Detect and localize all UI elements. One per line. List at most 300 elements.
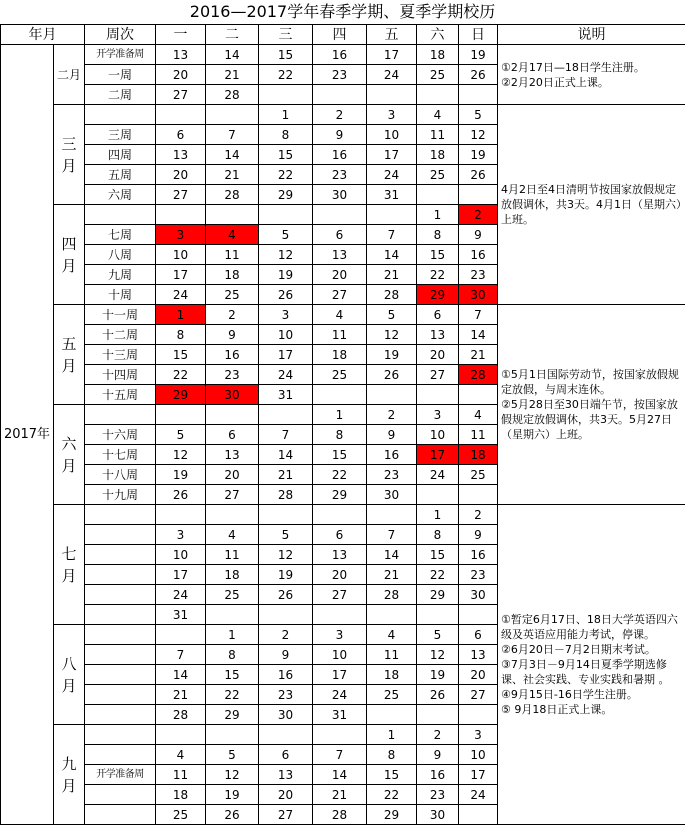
day-cell: 21 — [156, 685, 206, 705]
day-cell — [156, 725, 206, 745]
day-cell — [367, 85, 417, 105]
day-cell: 26 — [156, 485, 206, 505]
holiday-day-cell: 3 — [156, 225, 206, 245]
day-cell: 9 — [459, 525, 498, 545]
week-cell — [85, 205, 156, 225]
day-cell: 22 — [156, 365, 206, 385]
day-cell: 21 — [459, 345, 498, 365]
day-cell: 15 — [417, 245, 459, 265]
week-cell: 十八周 — [85, 465, 156, 485]
day-cell: 21 — [259, 465, 313, 485]
day-cell: 3 — [259, 305, 313, 325]
day-cell: 9 — [459, 225, 498, 245]
month-cell: 四 月 — [54, 205, 85, 305]
day-cell — [313, 725, 367, 745]
day-cell: 29 — [313, 485, 367, 505]
week-cell: 七周 — [85, 225, 156, 245]
day-cell: 14 — [259, 445, 313, 465]
day-cell: 31 — [259, 385, 313, 405]
day-header-mon: 一 — [156, 25, 206, 45]
day-cell — [156, 405, 206, 425]
day-cell: 7 — [459, 305, 498, 325]
week-cell — [85, 725, 156, 745]
day-cell: 14 — [459, 325, 498, 345]
day-cell: 25 — [156, 805, 206, 825]
day-cell — [367, 205, 417, 225]
note-line: ②6月20日－7月2日期末考试。 — [501, 642, 683, 657]
note-line: ②2月20日正式上课。 — [501, 75, 683, 90]
day-cell: 2 — [259, 625, 313, 645]
day-cell: 13 — [206, 445, 259, 465]
day-cell: 30 — [459, 585, 498, 605]
day-cell: 4 — [459, 405, 498, 425]
week-cell — [85, 605, 156, 625]
day-cell: 16 — [417, 765, 459, 785]
day-cell: 27 — [459, 685, 498, 705]
day-cell: 25 — [417, 165, 459, 185]
day-cell: 11 — [206, 545, 259, 565]
day-cell: 26 — [259, 285, 313, 305]
day-cell: 15 — [206, 665, 259, 685]
day-cell: 6 — [156, 125, 206, 145]
day-cell — [259, 85, 313, 105]
day-cell: 1 — [313, 405, 367, 425]
day-cell: 6 — [259, 745, 313, 765]
day-cell: 15 — [313, 445, 367, 465]
notes-header: 说明 — [498, 25, 685, 45]
day-cell: 22 — [206, 685, 259, 705]
day-cell: 19 — [459, 145, 498, 165]
calendar-row — [1, 505, 685, 525]
day-cell — [259, 725, 313, 745]
day-cell: 14 — [313, 765, 367, 785]
day-cell — [417, 605, 459, 625]
week-cell — [85, 705, 156, 725]
calendar-row — [1, 305, 685, 325]
day-cell — [459, 805, 498, 825]
day-cell: 13 — [313, 245, 367, 265]
day-cell: 9 — [206, 325, 259, 345]
week-cell — [85, 645, 156, 665]
week-cell: 开学准备周 — [85, 765, 156, 785]
holiday-day-cell: 2 — [459, 205, 498, 225]
day-cell — [313, 605, 367, 625]
week-cell: 十一周 — [85, 305, 156, 325]
calendar-row — [1, 105, 685, 125]
day-cell: 20 — [206, 465, 259, 485]
day-cell: 3 — [156, 525, 206, 545]
month-cell: 二月 — [54, 45, 85, 105]
day-cell: 20 — [417, 345, 459, 365]
day-cell: 11 — [206, 245, 259, 265]
week-cell — [85, 665, 156, 685]
week-header: 周次 — [85, 25, 156, 45]
day-cell: 20 — [459, 665, 498, 685]
note-line: ④9月15日-16日学生注册。 — [501, 687, 683, 702]
day-cell: 18 — [313, 345, 367, 365]
day-cell: 19 — [417, 665, 459, 685]
day-cell: 13 — [156, 145, 206, 165]
day-cell: 4 — [417, 105, 459, 125]
day-cell: 15 — [259, 145, 313, 165]
day-cell — [367, 385, 417, 405]
day-cell — [417, 705, 459, 725]
notes-cell — [498, 305, 685, 505]
day-header-sat: 六 — [417, 25, 459, 45]
notes-cell — [498, 45, 685, 105]
day-cell — [156, 505, 206, 525]
day-cell: 12 — [459, 125, 498, 145]
day-cell: 30 — [367, 485, 417, 505]
day-cell: 16 — [259, 665, 313, 685]
day-cell: 26 — [459, 165, 498, 185]
day-cell: 8 — [156, 325, 206, 345]
day-cell: 14 — [206, 145, 259, 165]
day-cell — [367, 605, 417, 625]
day-cell — [459, 85, 498, 105]
day-cell: 17 — [459, 765, 498, 785]
note-line: ③7月3日－9月14日夏季学期选修课、社会实践、专业实践和暑期 。 — [501, 657, 683, 687]
day-cell: 18 — [206, 565, 259, 585]
holiday-day-cell: 17 — [417, 445, 459, 465]
day-cell: 10 — [156, 245, 206, 265]
day-cell: 20 — [156, 165, 206, 185]
day-cell: 11 — [459, 425, 498, 445]
note-line: ①2月17日—18日学生注册。 — [501, 60, 683, 75]
day-cell: 30 — [313, 185, 367, 205]
day-cell: 7 — [313, 745, 367, 765]
day-cell: 23 — [367, 465, 417, 485]
day-cell: 19 — [259, 265, 313, 285]
day-cell: 27 — [259, 805, 313, 825]
day-cell: 1 — [206, 625, 259, 645]
day-cell — [156, 205, 206, 225]
day-cell: 8 — [367, 745, 417, 765]
day-cell: 5 — [206, 745, 259, 765]
week-cell: 十九周 — [85, 485, 156, 505]
note-line: ①暂定6月17日、18日大学英语四六级及英语应用能力考试，停课。 — [501, 612, 683, 642]
month-cell: 五 月 — [54, 305, 85, 405]
day-cell: 12 — [367, 325, 417, 345]
day-cell: 7 — [367, 525, 417, 545]
day-cell: 28 — [206, 185, 259, 205]
week-cell — [85, 545, 156, 565]
day-cell — [156, 625, 206, 645]
week-cell: 十四周 — [85, 365, 156, 385]
day-cell: 16 — [206, 345, 259, 365]
day-cell: 2 — [313, 105, 367, 125]
day-header-tue: 二 — [206, 25, 259, 45]
day-cell: 1 — [259, 105, 313, 125]
day-cell: 17 — [313, 665, 367, 685]
day-cell: 27 — [313, 285, 367, 305]
day-cell: 7 — [156, 645, 206, 665]
day-cell: 27 — [417, 365, 459, 385]
school-calendar-table — [0, 24, 685, 825]
day-cell: 13 — [417, 325, 459, 345]
day-cell: 13 — [259, 765, 313, 785]
day-cell: 4 — [206, 525, 259, 545]
day-cell: 20 — [313, 565, 367, 585]
day-cell: 23 — [459, 265, 498, 285]
week-cell: 三周 — [85, 125, 156, 145]
day-cell: 19 — [156, 465, 206, 485]
day-cell: 27 — [313, 585, 367, 605]
day-cell: 2 — [206, 305, 259, 325]
week-cell: 十周 — [85, 285, 156, 305]
week-cell: 开学准备周 — [85, 45, 156, 65]
day-cell: 20 — [313, 265, 367, 285]
day-cell: 19 — [206, 785, 259, 805]
month-cell: 七 月 — [54, 505, 85, 625]
day-cell: 25 — [206, 585, 259, 605]
day-cell: 26 — [259, 585, 313, 605]
day-cell — [206, 725, 259, 745]
month-cell: 六 月 — [54, 405, 85, 505]
day-cell: 10 — [459, 745, 498, 765]
week-cell — [85, 745, 156, 765]
day-cell — [417, 185, 459, 205]
day-cell: 21 — [206, 65, 259, 85]
week-cell — [85, 405, 156, 425]
day-cell: 12 — [259, 545, 313, 565]
day-cell: 23 — [259, 685, 313, 705]
day-cell: 6 — [313, 525, 367, 545]
day-cell: 21 — [367, 565, 417, 585]
day-cell: 6 — [459, 625, 498, 645]
month-cell: 三 月 — [54, 105, 85, 205]
day-cell — [459, 185, 498, 205]
day-cell: 24 — [259, 365, 313, 385]
day-cell: 17 — [259, 345, 313, 365]
day-cell: 23 — [417, 785, 459, 805]
note-line: ①5月1日国际劳动节，按国家放假规定放假，与周末连休。 — [501, 367, 683, 397]
day-cell: 17 — [156, 265, 206, 285]
notes-cell — [498, 505, 685, 825]
week-cell — [85, 685, 156, 705]
day-cell: 28 — [259, 485, 313, 505]
day-cell: 10 — [417, 425, 459, 445]
week-cell: 二周 — [85, 85, 156, 105]
week-cell — [85, 785, 156, 805]
week-cell: 十三周 — [85, 345, 156, 365]
day-cell: 31 — [313, 705, 367, 725]
day-cell: 29 — [206, 705, 259, 725]
week-cell — [85, 105, 156, 125]
day-cell: 9 — [417, 745, 459, 765]
day-cell: 31 — [367, 185, 417, 205]
day-cell: 11 — [367, 645, 417, 665]
note-line: ⑤ 9月18日正式上课。 — [501, 702, 683, 717]
day-cell: 22 — [417, 565, 459, 585]
week-cell: 四周 — [85, 145, 156, 165]
day-cell: 23 — [206, 365, 259, 385]
week-cell — [85, 585, 156, 605]
day-cell: 7 — [206, 125, 259, 145]
day-cell: 25 — [367, 685, 417, 705]
day-cell — [417, 385, 459, 405]
day-cell: 5 — [259, 225, 313, 245]
day-cell — [367, 505, 417, 525]
day-cell: 24 — [459, 785, 498, 805]
day-cell: 5 — [367, 305, 417, 325]
day-cell: 11 — [156, 765, 206, 785]
week-cell: 十二周 — [85, 325, 156, 345]
day-cell: 18 — [367, 665, 417, 685]
week-cell: 一周 — [85, 65, 156, 85]
calendar-row — [1, 45, 685, 65]
day-cell: 28 — [156, 705, 206, 725]
day-cell — [259, 505, 313, 525]
day-cell: 8 — [417, 225, 459, 245]
holiday-day-cell: 29 — [156, 385, 206, 405]
holiday-day-cell: 28 — [459, 365, 498, 385]
day-cell — [313, 205, 367, 225]
week-cell — [85, 525, 156, 545]
holiday-day-cell: 18 — [459, 445, 498, 465]
week-cell: 八周 — [85, 245, 156, 265]
day-cell: 9 — [313, 125, 367, 145]
day-cell: 4 — [156, 745, 206, 765]
header-row — [1, 25, 685, 45]
day-cell — [417, 485, 459, 505]
day-cell: 14 — [367, 545, 417, 565]
day-cell: 14 — [206, 45, 259, 65]
day-cell: 29 — [417, 585, 459, 605]
day-cell — [459, 605, 498, 625]
day-cell: 13 — [459, 645, 498, 665]
year-month-header: 年月 — [1, 25, 85, 45]
day-cell: 10 — [367, 125, 417, 145]
week-cell — [85, 805, 156, 825]
week-cell: 十七周 — [85, 445, 156, 465]
day-cell: 18 — [156, 785, 206, 805]
day-cell: 16 — [313, 145, 367, 165]
week-cell: 十五周 — [85, 385, 156, 405]
day-cell — [367, 705, 417, 725]
day-cell: 16 — [367, 445, 417, 465]
day-cell: 31 — [156, 605, 206, 625]
day-cell: 10 — [313, 645, 367, 665]
day-cell: 16 — [459, 545, 498, 565]
day-cell: 16 — [313, 45, 367, 65]
day-cell: 27 — [206, 485, 259, 505]
week-cell — [85, 565, 156, 585]
week-cell — [85, 505, 156, 525]
day-cell: 1 — [417, 205, 459, 225]
day-cell: 13 — [313, 545, 367, 565]
notes-cell — [498, 105, 685, 305]
day-cell: 5 — [459, 105, 498, 125]
day-cell: 23 — [313, 65, 367, 85]
day-cell: 26 — [417, 685, 459, 705]
day-cell: 22 — [313, 465, 367, 485]
holiday-day-cell: 30 — [459, 285, 498, 305]
day-cell — [459, 385, 498, 405]
day-cell — [156, 105, 206, 125]
day-cell: 4 — [367, 625, 417, 645]
week-cell: 六周 — [85, 185, 156, 205]
day-cell: 11 — [313, 325, 367, 345]
day-cell — [206, 105, 259, 125]
day-cell: 28 — [313, 805, 367, 825]
day-cell: 15 — [259, 45, 313, 65]
day-cell: 4 — [313, 305, 367, 325]
day-cell: 2 — [459, 505, 498, 525]
holiday-day-cell: 30 — [206, 385, 259, 405]
day-cell — [206, 405, 259, 425]
day-cell: 14 — [156, 665, 206, 685]
day-cell: 28 — [367, 285, 417, 305]
day-cell: 21 — [206, 165, 259, 185]
day-header-wed: 三 — [259, 25, 313, 45]
day-cell: 6 — [313, 225, 367, 245]
day-cell — [206, 505, 259, 525]
holiday-day-cell: 29 — [417, 285, 459, 305]
day-cell — [417, 85, 459, 105]
month-cell: 九 月 — [54, 725, 85, 825]
holiday-day-cell: 4 — [206, 225, 259, 245]
day-cell: 8 — [313, 425, 367, 445]
day-cell: 30 — [259, 705, 313, 725]
day-cell: 7 — [259, 425, 313, 445]
day-cell: 24 — [417, 465, 459, 485]
day-cell: 30 — [417, 805, 459, 825]
day-cell: 1 — [367, 725, 417, 745]
day-cell: 2 — [367, 405, 417, 425]
day-cell: 2 — [417, 725, 459, 745]
day-cell: 26 — [206, 805, 259, 825]
day-cell: 12 — [206, 765, 259, 785]
day-cell: 5 — [156, 425, 206, 445]
day-cell — [459, 705, 498, 725]
day-cell — [459, 485, 498, 505]
day-cell: 11 — [417, 125, 459, 145]
day-cell: 3 — [417, 405, 459, 425]
day-cell: 22 — [259, 165, 313, 185]
day-cell: 10 — [156, 545, 206, 565]
day-cell: 15 — [417, 545, 459, 565]
day-cell: 6 — [206, 425, 259, 445]
week-cell: 五周 — [85, 165, 156, 185]
day-cell: 25 — [206, 285, 259, 305]
day-cell — [206, 205, 259, 225]
day-cell: 9 — [367, 425, 417, 445]
day-cell: 22 — [417, 265, 459, 285]
day-cell: 7 — [367, 225, 417, 245]
day-cell: 15 — [367, 765, 417, 785]
day-cell: 12 — [259, 245, 313, 265]
day-cell: 23 — [313, 165, 367, 185]
day-cell: 3 — [367, 105, 417, 125]
day-cell — [259, 405, 313, 425]
day-cell: 29 — [367, 805, 417, 825]
day-cell: 24 — [367, 165, 417, 185]
day-cell — [313, 505, 367, 525]
day-cell: 10 — [259, 325, 313, 345]
day-cell: 3 — [313, 625, 367, 645]
day-cell: 29 — [259, 185, 313, 205]
day-cell: 14 — [367, 245, 417, 265]
day-cell: 19 — [459, 45, 498, 65]
day-cell: 24 — [367, 65, 417, 85]
day-header-sun: 日 — [459, 25, 498, 45]
day-cell: 1 — [417, 505, 459, 525]
day-cell: 8 — [206, 645, 259, 665]
day-cell: 8 — [259, 125, 313, 145]
day-cell: 23 — [459, 565, 498, 585]
day-cell: 18 — [417, 45, 459, 65]
